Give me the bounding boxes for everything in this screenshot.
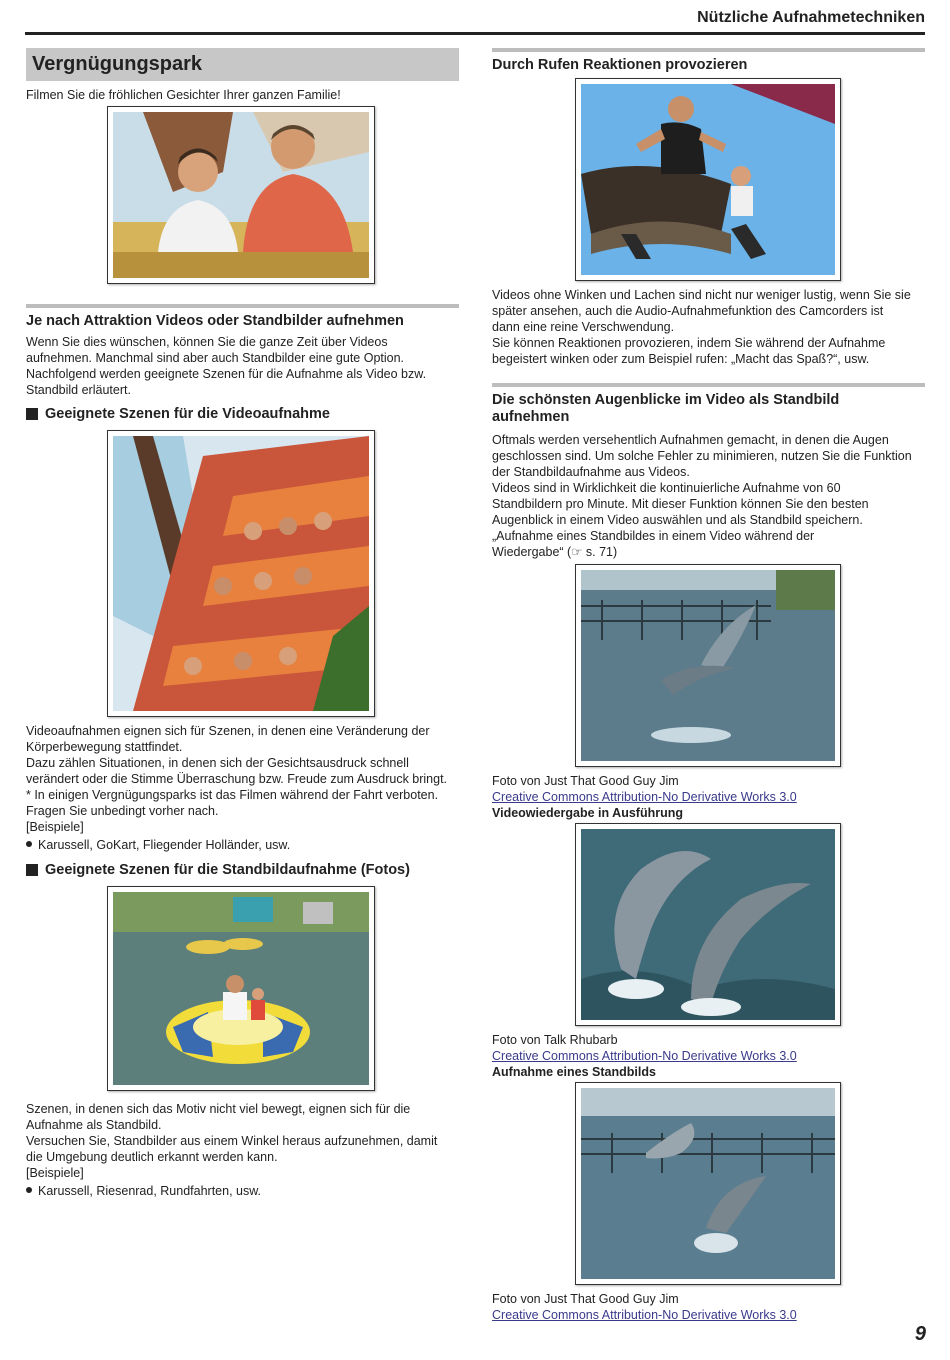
photo-dolphins-still [575, 1082, 841, 1285]
paragraph-line: Nachfolgend werden geeignete Szenen für die Aufnahme als Video bzw. [26, 367, 427, 381]
bullet-item [26, 837, 459, 853]
photo-scenes-heading [26, 861, 459, 879]
paragraph-line: [Beispiele] [26, 1166, 84, 1180]
bullet-dot-icon [26, 841, 32, 847]
photo-credit: Foto von Just That Good Guy Jim [492, 774, 679, 788]
paragraph-line: Videos ohne Winken und Lachen sind nicht nur weniger lustig, wenn Sie sie [492, 288, 911, 302]
license-link[interactable]: Creative Commons Attribution-No Derivative Works 3.0 [492, 790, 797, 804]
photo-label: Videowiedergabe in Ausführung [492, 806, 683, 820]
paragraph-line: die Umgebung deutlich erkannt werden kann. [26, 1150, 278, 1164]
license-link[interactable]: Creative Commons Attribution-No Derivative Works 3.0 [492, 1049, 797, 1063]
paragraph-line: Augenblick in einem Video auswählen und als Standbild speichern. [492, 513, 863, 527]
left-column [26, 48, 459, 1199]
bullet-text: Karussell, Riesenrad, Rundfahrten, usw. [38, 1184, 262, 1198]
paragraph-line: Aufnahme als Standbild. [26, 1118, 162, 1132]
paragraph-line: Wenn Sie dies wünschen, können Sie die ganze Zeit über Videos [26, 335, 388, 349]
subsection-heading-line: Die schönsten Augenblicke im Video als Standbild [492, 392, 840, 408]
photo-dolphins-fence [575, 564, 841, 767]
paragraph-line: Fragen Sie unbedingt vorher nach. [26, 804, 219, 818]
photo-pirate-ship [107, 430, 375, 717]
photo-credit: Foto von Just That Good Guy Jim [492, 1292, 679, 1306]
paragraph-line: Versuchen Sie, Standbilder aus einem Winkel heraus aufzunehmen, damit [26, 1134, 438, 1148]
photo-dolphins-jumping [575, 823, 841, 1026]
paragraph-line: geschlossen sind. Um solche Fehler zu minimieren, nutzen Sie die Funktion [492, 449, 912, 463]
paragraph-line: dann eine reine Verschwendung. [492, 320, 675, 334]
paragraph-line: Standbildern pro Minute. Mit dieser Funktion können Sie den besten [492, 497, 869, 511]
subsection-heading [492, 392, 925, 426]
paragraph-line: Standbild erläutert. [26, 383, 131, 397]
paragraph-line: Oftmals werden versehentlich Aufnahmen gemacht, in denen die Augen [492, 433, 889, 447]
paragraph-line: * In einigen Vergnügungsparks ist das Filmen während der Fahrt verboten. [26, 788, 439, 802]
section-banner: Vergnügungspark [26, 48, 459, 81]
header-rule [25, 32, 925, 35]
paragraph-line: verändert oder die Stimme Überraschung bzw. Freude zum Ausdruck bringt. [26, 772, 448, 786]
paragraph-line: Körperbewegung stattfindet. [26, 740, 183, 754]
bullet-dot-icon [26, 1187, 32, 1193]
page-header-title: Nützliche Aufnahmetechniken [697, 9, 925, 26]
subsection-rule [26, 304, 459, 308]
paragraph-line: später ansehen, auch die Audio-Aufnahmefunktion des Camcorders ist [492, 304, 884, 318]
subsection-heading: Durch Rufen Reaktionen provozieren [492, 57, 748, 73]
photo-bumper-boat [107, 886, 375, 1091]
paragraph-line: der Standbildaufnahme aus Videos. [492, 465, 690, 479]
paragraph-line: Videoaufnahmen eignen sich für Szenen, in denen eine Veränderung der [26, 724, 430, 738]
subsection-heading: Je nach Attraktion Videos oder Standbilder aufnehmen [26, 313, 404, 329]
video-scenes-heading [26, 405, 459, 423]
page-reference-link[interactable]: Wiedergabe“ (☞ s. 71) [492, 545, 618, 559]
bullet-item [26, 1183, 459, 1199]
paragraph-line: aufnehmen. Manchmal sind aber auch Standbilder eine gute Option. [26, 351, 405, 365]
subsection-heading-line: aufnehmen [492, 409, 570, 425]
photo-family-ride [107, 106, 375, 284]
paragraph-line: Videos sind in Wirklichkeit die kontinuierliche Aufnahme von 60 [492, 481, 841, 495]
photo-scenes-heading-text: Geeignete Szenen für die Standbildaufnahme (Fotos) [45, 862, 410, 878]
paragraph-line: Szenen, in denen sich das Motiv nicht viel bewegt, eignen sich für die [26, 1102, 411, 1116]
square-bullet-icon [26, 408, 38, 420]
lead-text: Filmen Sie die fröhlichen Gesichter Ihrer ganzen Familie! [26, 88, 341, 102]
photo-credit: Foto von Talk Rhubarb [492, 1033, 618, 1047]
page-number: 9 [914, 1323, 926, 1345]
subsection-rule [492, 383, 925, 387]
right-column [492, 48, 925, 1323]
video-scenes-heading-text: Geeignete Szenen für die Videoaufnahme [45, 406, 330, 422]
subsection-rule [492, 48, 925, 52]
bullet-text: Karussell, GoKart, Fliegender Holländer, usw. [38, 838, 291, 852]
paragraph-line: „Aufnahme eines Standbildes in einem Video während der [492, 529, 815, 543]
paragraph-line: Dazu zählen Situationen, in denen sich der Gesichtsausdruck schnell [26, 756, 409, 770]
paragraph-line: [Beispiele] [26, 820, 84, 834]
square-bullet-icon [26, 864, 38, 876]
photo-swing-ride [575, 78, 841, 281]
license-link[interactable]: Creative Commons Attribution-No Derivative Works 3.0 [492, 1308, 797, 1322]
photo-label: Aufnahme eines Standbilds [492, 1065, 656, 1079]
paragraph-line: begeistert winken oder zum Beispiel rufen: „Macht das Spaß?“, usw. [492, 352, 870, 366]
paragraph-line: Sie können Reaktionen provozieren, indem Sie während der Aufnahme [492, 336, 886, 350]
